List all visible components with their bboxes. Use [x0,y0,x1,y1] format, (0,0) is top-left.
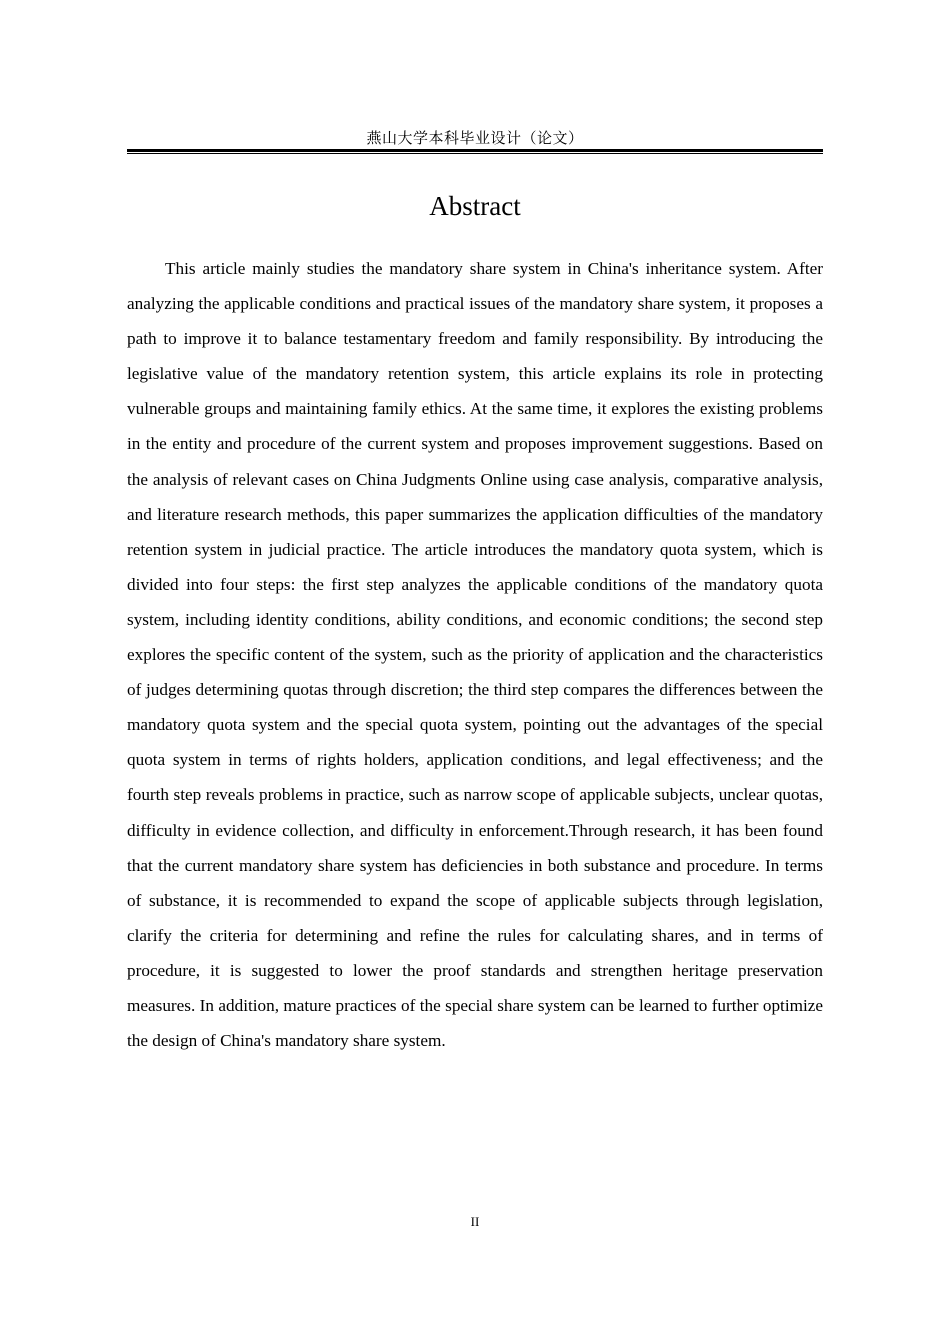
header-rule [127,149,823,155]
running-header: 燕山大学本科毕业设计（论文） [366,129,584,147]
header-rule-thin [127,153,823,154]
page-number: II [470,1214,480,1229]
page-title: Abstract [429,191,521,221]
abstract-paragraph: This article mainly studies the mandatory share system in China's inheritance system. After analyzing the applicable conditions and practical issues of the mandatory share system, it proposes a path to improve it to balance testamentary freedom and family responsibility. By introducing the legislative value of the mandatory retention system, this article explains its role in protecting vulnerable groups and maintaining family ethics. At the same time, it explores the existing problems in the entity and procedure of the current system and proposes improvement suggestions. Based on the analysis of relevant cases on China Judgments Online using case analysis, comparative analysis, and literature research methods, this paper summarizes the application difficulties of the mandatory retention system in judicial practice. The article introduces the mandatory quota system, which is divided into four steps: the first step analyzes the applicable conditions of the mandatory quota system, including identity conditions, ability conditions, and economic conditions; the second step explores the specific content of the system, such as the priority of application and the characteristics of judges determining quotas through discretion; the third step compares the differences between the mandatory quota system and the special quota system, pointing out the advantages of the special quota system in terms of rights holders, application conditions, and legal effectiveness; and the fourth step reveals problems in practice, such as narrow scope of applicable subjects, unclear quotas, difficulty in evidence collection, and difficulty in enforcement.Through research, it has been found that the current mandatory share system has deficiencies in both substance and procedure. In terms of substance, it is recommended to expand the scope of applicable subjects through legislation, clarify the criteria for determining and refine the rules for calculating shares, and in terms of procedure, it is suggested to lower the proof standards and strengthen heritage preservation measures. In addition, mature practices of the special share system can be learned to further optimize the design of China's mandatory share system. [127,259,823,1051]
header-rule-thick [127,149,823,152]
